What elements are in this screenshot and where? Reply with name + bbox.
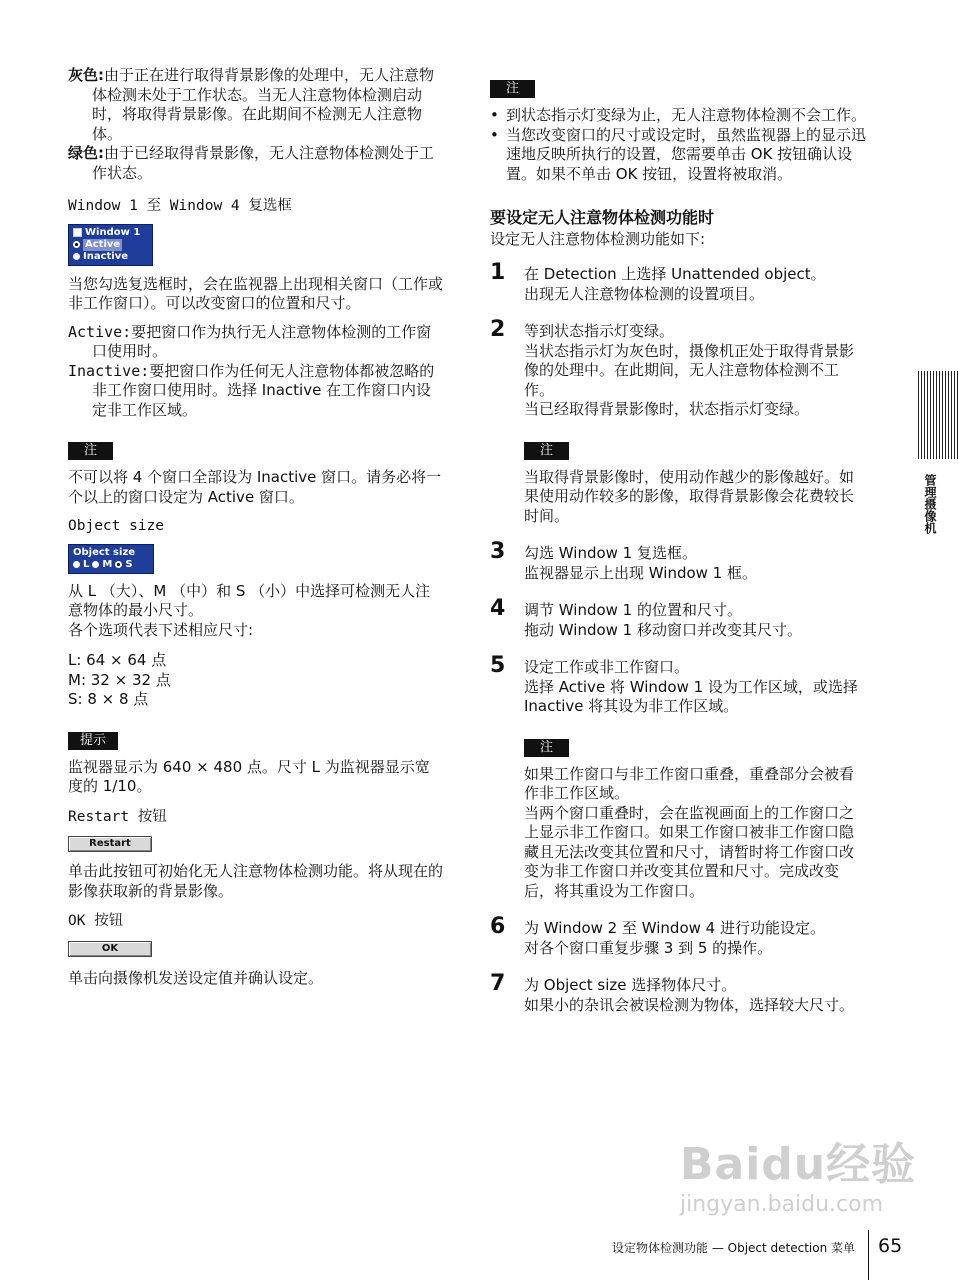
green-label: 绿色: (68, 144, 104, 162)
watermark-logo: Baidu经验 (680, 1139, 917, 1190)
object-size-widget-title: Object size (73, 546, 136, 558)
section-title: 要设定无人注意物体检测功能时 (490, 208, 715, 227)
window-description: 当您勾选复选框时，会在监视器上出现相关窗口（工作或非工作窗口）。可以改变窗口的位置和尺寸。 (68, 274, 444, 312)
step-number: 1 (490, 260, 506, 285)
step-line: 为 Object size 选择物体尺寸。 (524, 976, 737, 994)
inactive-label: Inactive: (68, 361, 150, 380)
window1-checkbox-row[interactable] (73, 227, 148, 239)
inactive-radio-row[interactable] (73, 251, 148, 263)
active-paragraph (68, 323, 444, 362)
tip-text: 监视器显示为 640 × 480 点。尺寸 L 为监视器显示宽度的 1/10。 (68, 757, 430, 795)
radio-l-label: L (83, 558, 90, 570)
radio-icon[interactable] (73, 253, 80, 260)
step-line: 为 Window 2 至 Window 4 进行功能设定。 (524, 919, 825, 937)
checkbox-icon[interactable] (73, 228, 82, 237)
inactive-radio-label: Inactive (83, 250, 129, 262)
step-number: 2 (490, 317, 506, 342)
step-7 (490, 971, 866, 1015)
step-4 (490, 596, 866, 640)
footer-text: 设定物体检测功能 — Object detection 菜单 (612, 1241, 856, 1255)
object-size-radio-row (73, 559, 149, 571)
window-checkbox-widget (68, 224, 153, 266)
right-column (490, 78, 866, 1015)
step-6 (490, 914, 866, 958)
note-text: 不可以将 4 个窗口全部设为 Inactive 窗口。请务必将一个以上的窗口设定为 Active 窗口。 (68, 468, 442, 506)
gray-label: 灰色: (68, 66, 104, 84)
green-status-paragraph (68, 144, 444, 183)
section-intro: 设定无人注意物体检测功能如下: (490, 229, 706, 248)
step-number: 7 (490, 971, 506, 996)
radio-s-selected-icon[interactable] (115, 561, 122, 568)
note-tag: 注 (524, 442, 569, 460)
active-radio-label: Active (85, 238, 121, 250)
bullet-item: • 当您改变窗口的尺寸或设定时，虽然监视器上的显示迅速地反映所执行的设置，您需要单击 OK 按钮确认设置。如果不单击 OK 按钮，设置将被取消。 (490, 125, 867, 183)
size-l: L: 64 × 64 点 (68, 651, 167, 669)
note-tag: 注 (490, 80, 535, 98)
step5-note-text-2: 当两个窗口重叠时，会在监视画面上的工作窗口之上显示非工作窗口。如果工作窗口被非工作窗口隐藏且无法改变其位置和尺寸，请暂时将工作窗口改变为非工作窗口并改变其位置和尺寸。完成改变后，将其重设为工作窗口。 (524, 803, 855, 900)
bullet-text: 到状态指示灯变绿为止，无人注意物体检测不会工作。 (506, 106, 867, 124)
footer-divider (868, 1230, 869, 1280)
ok-description: 单击向摄像机发送设定值并确认设定。 (68, 968, 324, 987)
step-line: 在 Detection 上选择 Unattended object。 (524, 265, 826, 283)
step-line: 对各个窗口重复步骤 3 到 5 的操作。 (524, 938, 773, 957)
step-line: 拖动 Window 1 移动窗口并改变其尺寸。 (524, 620, 802, 639)
green-text: 由于已经取得背景影像，无人注意物体检测处于工作状态。 (92, 144, 435, 182)
step-line: 调节 Window 1 的位置和尺寸。 (524, 601, 742, 619)
radio-m-label: M (102, 558, 113, 570)
size-s: S: 8 × 8 点 (68, 690, 149, 708)
step-line: 当已经取得背景影像时，状态指示灯变绿。 (524, 400, 810, 418)
step-line: 设定工作或非工作窗口。 (524, 658, 690, 676)
active-label: Active: (68, 322, 132, 341)
restart-button[interactable]: Restart (68, 836, 152, 852)
radio-m-icon[interactable] (92, 561, 99, 568)
step-line: 勾选 Window 1 复选框。 (524, 544, 697, 562)
step-line: 当状态指示灯为灰色时，摄像机正处于取得背景影像的处理中。在此期间，无人注意物体检测不工作。 (524, 341, 855, 399)
step-number: 3 (490, 539, 506, 564)
window-heading: Window 1 至 Window 4 复选框 (68, 198, 292, 214)
object-size-description: 从 L （大）、M （中）和 S （小）中选择可检测无人注意物体的最小尺寸。 (68, 581, 431, 619)
step-2 (490, 317, 866, 526)
restart-description: 单击此按钮可初始化无人注意物体检测功能。将从现在的影像获取新的背景影像。 (68, 862, 444, 900)
note-tag: 注 (524, 739, 569, 757)
step-line: 出现无人注意物体检测的设置项目。 (524, 284, 765, 303)
note-tag: 注 (68, 442, 113, 460)
side-tab-thumb (918, 371, 958, 459)
window1-checkbox-label: Window 1 (85, 226, 141, 238)
step-5 (490, 653, 866, 901)
object-size-heading: Object size (68, 518, 165, 534)
ok-button[interactable]: OK (68, 941, 152, 957)
radio-l-icon[interactable] (73, 561, 80, 568)
left-column (68, 66, 444, 988)
radio-selected-icon[interactable] (73, 241, 80, 248)
step-line: 如果小的杂讯会被误检测为物体，选择较大尺寸。 (524, 995, 855, 1014)
bullet-list (490, 106, 866, 184)
size-m: M: 32 × 32 点 (68, 670, 171, 689)
tip-tag: 提示 (68, 732, 118, 750)
step5-note-text: 如果工作窗口与非工作窗口重叠，重叠部分会被看作非工作区域。 (524, 764, 855, 802)
step-line: 监视器显示上出现 Window 1 框。 (524, 563, 757, 582)
bullet-text: 当您改变窗口的尺寸或设定时，虽然监视器上的显示迅速地反映所执行的设置，您需要单击 OK 按钮确认设置。如果不单击 OK 按钮，设置将被取消。 (506, 125, 867, 183)
step-number: 5 (490, 653, 506, 678)
step-1 (490, 260, 866, 304)
inactive-text: 要把窗口作为任何无人注意物体都被忽略的非工作窗口使用时。选择 Inactive 在工作窗口内设定非工作区域。 (92, 361, 435, 419)
side-tab-label: 管理摄像机 (923, 474, 937, 534)
step-3 (490, 539, 866, 583)
step-line: 选择 Active 将 Window 1 设为工作区域，或选择 Inactive 将其设为非工作区域。 (524, 677, 858, 715)
step-number: 4 (490, 596, 506, 621)
radio-s-label: S (125, 558, 133, 570)
active-text: 要把窗口作为执行无人注意物体检测的工作窗口使用时。 (92, 322, 432, 360)
inactive-paragraph (68, 362, 444, 421)
gray-text: 由于正在进行取得背景影像的处理中，无人注意物体检测未处于工作状态。当无人注意物体检测启动时，将取得背景影像。在此期间不检测无人注意物体。 (92, 66, 435, 143)
active-radio-row[interactable] (73, 239, 148, 251)
bullet-item: • 到状态指示灯变绿为止，无人注意物体检测不会工作。 (490, 106, 867, 124)
watermark-url: jingyan.baidu.com (680, 1192, 884, 1217)
step-line: 等到状态指示灯变绿。 (524, 322, 675, 340)
gray-status-paragraph (68, 66, 444, 144)
ok-heading: OK 按钮 (68, 913, 124, 929)
step-number: 6 (490, 914, 506, 939)
step2-note-text: 当取得背景影像时，使用动作越少的影像越好。如果使用动作较多的影像，取得背景影像会花费较长时间。 (524, 467, 855, 525)
object-size-description-2: 各个选项代表下述相应尺寸: (68, 620, 254, 639)
object-size-widget (68, 544, 154, 574)
restart-heading: Restart 按钮 (68, 808, 167, 825)
page-number: 65 (878, 1235, 903, 1257)
